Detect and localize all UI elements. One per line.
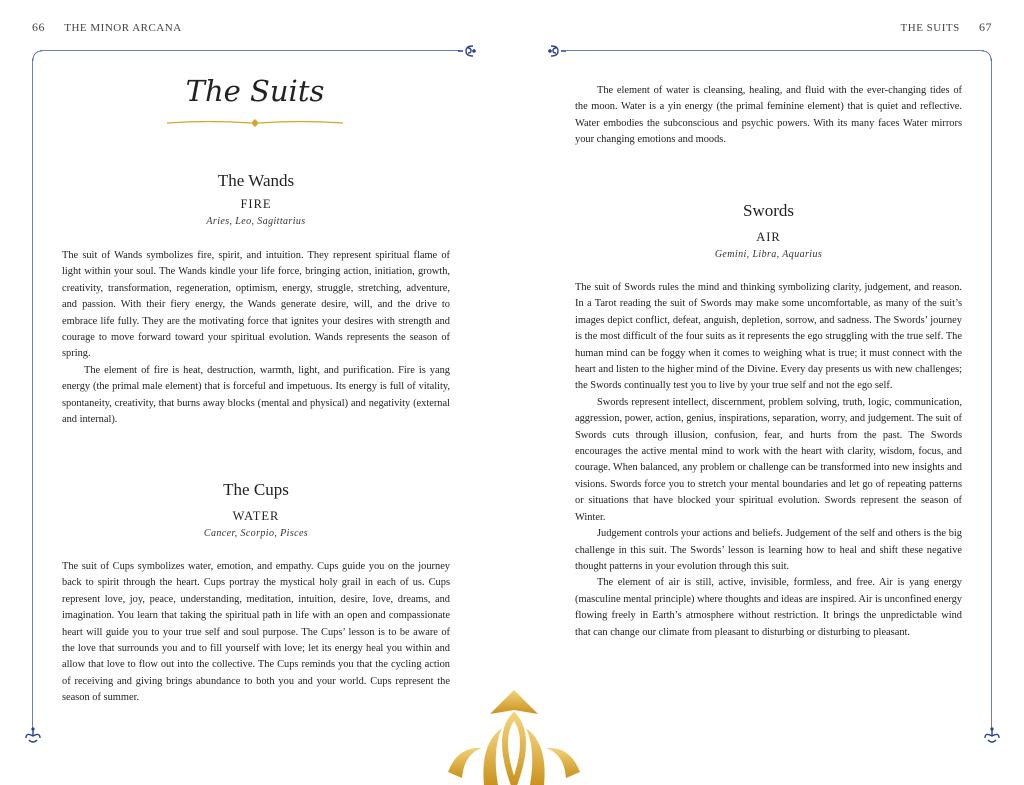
left-frame-top-line	[40, 50, 460, 51]
right-header	[901, 20, 992, 35]
right-scroll-ornament-icon	[546, 42, 568, 60]
water-paragraph: The element of water is cleansing, healing, and fluid with the ever-changing tides of the moon. Water is a yin energy (the primal feminine element) that is quiet and reflective. Water embodies the subconscious and psychic powers. With its many faces Water mirrors your changing emotions and moods.	[575, 85, 962, 146]
swords-body	[575, 280, 962, 641]
left-page-number: 66	[32, 20, 45, 34]
wands-body	[62, 248, 450, 428]
left-frame-corner-icon	[30, 48, 44, 62]
wands-paragraph: The element of fire is heat, destruction, warmth, light, and purification. Fire is yang energy (the primal male element) that is forceful and impetuous. Its energy is full of vitality, spontaneity, creativity, that burns away blocks (mental and physical) and negativity (external and internal).	[62, 364, 450, 426]
left-scroll-ornament-icon	[456, 42, 478, 60]
right-running-title: THE SUITS	[900, 22, 960, 34]
swords-paragraph: The element of air is still, active, invisible, formless, and free. Air is yang energy (masculine mental principle) where thoughts and ideas are inspired. Air is unconfined energy flowing freely in Earth’s atmosphere without restriction. It brings the unpredictable wind that can change our climate from pleasant to disturbing or disturbing to pleasant.	[575, 577, 962, 638]
swords-paragraph: Judgement controls your actions and beliefs. Judgement of the self and others is the big challenge in this suit. The Swords’ lesson is learning how to heal and shift these negative thought patterns in your evolution through this suit.	[575, 528, 962, 572]
left-frame-side-line	[32, 58, 33, 728]
wands-signs: Aries, Leo, Sagittarius	[206, 216, 306, 227]
wands-paragraph: The suit of Wands symbolizes fire, spirit, and intuition. They represent spiritual flame of light within your soul. The Wands kindle your life force, bringing action, initiation, growth, creativity, transformation, regeneration, optimism, energy, struggle, stretching, adventure, and passion. With their fiery energy, the Wands generate desire, will, and the drive to embrace life fully. They are the motivating force that ignites your desires with strength and courage to move forward toward your spiritual evolution. Wands represents the season of spring.	[62, 250, 450, 360]
swords-paragraph: Swords represent intellect, discernment, problem solving, truth, logic, communication, aggression, power, action, genius, inspirations, separation, worry, and judgement. The suit of Swords cuts through illusion, confusion, fear, and hurts from the past. The Swords encourages the active mental mind to work with the heart with clarity, wisdom, focus, and courage. When balanced, any problem or challenge can be transformed into new insights and visions. Swords force you to stretch your mental boundaries and let go of repeating patterns or situations that have blocked your spiritual evolution. Swords represent the season of Winter.	[575, 396, 962, 523]
wands-element: FIRE	[240, 197, 272, 211]
title-gold-flourish-icon	[165, 117, 345, 129]
cups-body	[62, 559, 450, 707]
page-title: The Suits	[185, 74, 325, 108]
right-page-number: 67	[979, 20, 992, 34]
swords-signs: Gemini, Libra, Aquarius	[714, 249, 823, 260]
swords-element: AIR	[756, 230, 781, 244]
gold-lotus-ornament-icon	[440, 688, 588, 785]
wands-heading: The Wands	[217, 171, 295, 190]
cups-heading: The Cups	[223, 480, 289, 499]
water-continuation	[575, 83, 962, 149]
left-bottom-fleuron-icon	[23, 726, 43, 746]
cups-paragraph: The suit of Cups symbolizes water, emotion, and empathy. Cups guide you on the journey back to spirit through the heart. Cups portray the mystical holy grail in each of us. Cups represent love, joy, peace, understanding, meditation, intuition, desire, love, dreams, and imagination. You learn that taking the spiritual path in life with an open and compassionate heart will guide you to your true self and soul purpose. The Cups’ lesson is to be aware of the love that surrounds you and to fill yourself with love; let its energy heal you within and allow that love to flow out into the collective. The Cups reminds you that the cycling action of receiving and giving brings abundance to both you and your world. Cups represent the season of summer.	[62, 561, 450, 704]
cups-element: WATER	[232, 509, 280, 523]
swords-heading: Swords	[742, 201, 794, 220]
right-frame-side-line	[991, 58, 992, 728]
left-header	[32, 20, 182, 35]
cups-signs: Cancer, Scorpio, Pisces	[203, 528, 309, 539]
swords-paragraph: The suit of Swords rules the mind and thinking symbolizing clarity, judgement, and reason. In a Tarot reading the suit of Swords may make some uncomfortable, as many of the suit’s images depict conflict, defeat, anguish, depletion, sorrow, and sadness. The Swords’ journey is the most difficult of the four suits as it represents the ego struggling with the true self. The human mind can be foggy when it comes to weighing what is true; it must connect with the heart and listen to the higher mind of the Divine. Every day presents us with new challenges; the Swords continually test you to live by your true self and not the ego self.	[575, 282, 962, 392]
right-bottom-fleuron-icon	[982, 726, 1002, 746]
right-frame-corner-icon	[980, 48, 994, 62]
right-frame-top-line	[566, 50, 984, 51]
left-running-title: THE MINOR ARCANA	[64, 22, 182, 34]
